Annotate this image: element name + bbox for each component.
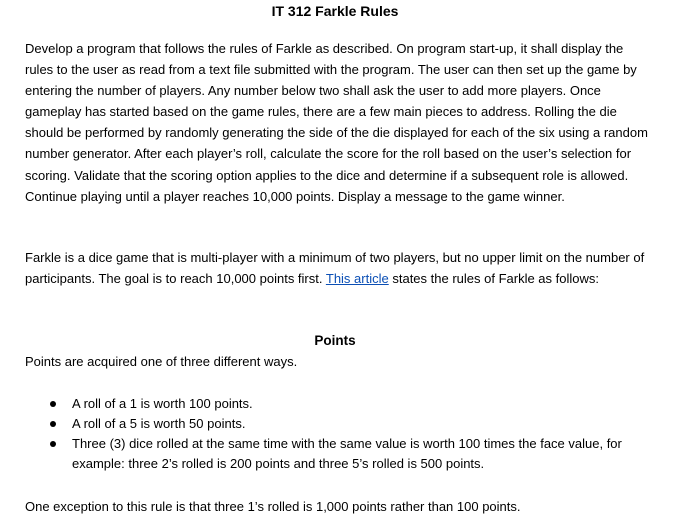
farkle-description-paragraph <box>25 247 653 289</box>
bullet-icon <box>50 441 56 447</box>
document-title: IT 312 Farkle Rules <box>271 3 399 19</box>
exception-paragraph: One exception to this rule is that three 1’s rolled is 1,000 points rather than 100 points. <box>25 499 521 514</box>
description-text-before-link: Farkle is a dice game that is multi-player with a minimum of two players, but no upper limit on the number of participants. The goal is to reach 10,000 points first. <box>25 250 645 287</box>
points-bullet-list <box>0 394 670 474</box>
this-article-link[interactable]: This article <box>325 271 389 287</box>
bullet-icon <box>50 421 56 427</box>
bullet-text: Three (3) dice rolled at the same time with the same value is worth 100 times the face value, for example: three 2’s rolled is 200 points and three 5’s rolled is 500 points. <box>72 436 622 471</box>
bullet-text: A roll of a 5 is worth 50 points. <box>72 416 246 431</box>
list-item <box>0 394 652 414</box>
list-item <box>0 434 652 474</box>
bullet-text: A roll of a 1 is worth 100 points. <box>72 396 253 411</box>
description-text-after-link: states the rules of Farkle as follows: <box>388 271 599 287</box>
bullet-icon <box>50 401 56 407</box>
list-item <box>0 414 652 434</box>
points-intro: Points are acquired one of three different ways. <box>25 354 298 369</box>
points-heading: Points <box>314 333 356 348</box>
requirements-paragraph: Develop a program that follows the rules of Farkle as described. On program start-up, it shall display the rules to the user as read from a text file submitted with the program. The user can then set up the game by entering the number of players. Any number below two shall ask the user to add more players. Once gameplay has started based on the game rules, there are a few main pieces to address. Rolling the die should be performed by randomly generating the side of the die displayed for each of the six using a random number generator. After each player’s roll, calculate the score for the roll based on the user’s selection for scoring. Validate that the scoring option applies to the dice and determine if a subsequent role is allowed. Continue playing until a player reaches 10,000 points. Display a message to the game winner. <box>25 41 648 204</box>
